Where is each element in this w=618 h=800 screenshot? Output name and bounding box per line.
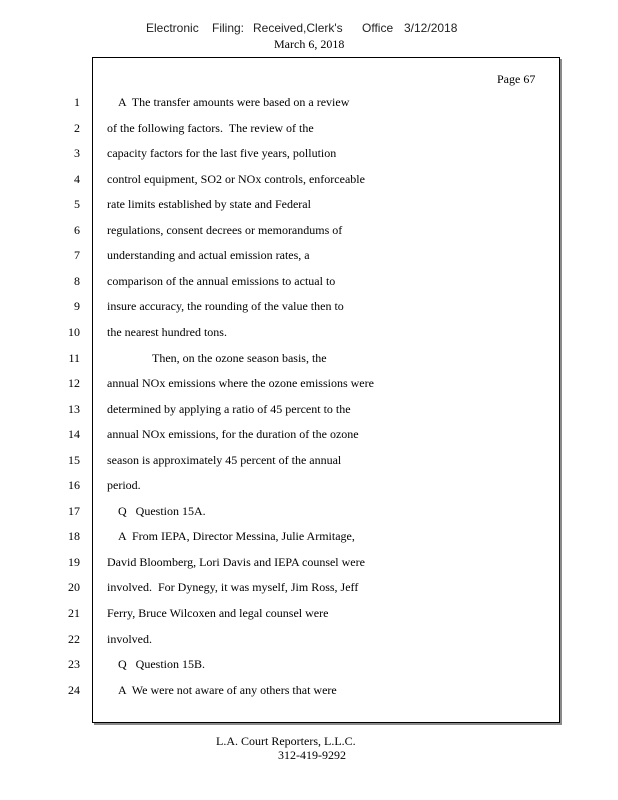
line-number: 18	[68, 529, 80, 543]
transcript-line-text: control equipment, SO2 or NOx controls, enforceable	[107, 172, 365, 186]
line-number: 15	[68, 453, 80, 467]
court-reporter-company: L.A. Court Reporters, L.L.C.	[216, 734, 356, 748]
court-reporter-phone: 312-419-9292	[278, 748, 346, 762]
transcript-line-text: Q Question 15B.	[118, 657, 205, 671]
line-number: 12	[68, 376, 80, 390]
line-number: 11	[68, 351, 80, 365]
line-number: 24	[68, 683, 80, 697]
transcript-line-text: Then, on the ozone season basis, the	[152, 351, 327, 365]
transcript-line-text: season is approximately 45 percent of the annual	[107, 453, 342, 467]
transcript-line-text: insure accuracy, the rounding of the value then to	[107, 299, 344, 313]
transcript-line-text: the nearest hundred tons.	[107, 325, 227, 339]
line-number: 23	[68, 657, 80, 671]
line-number: 17	[68, 504, 80, 518]
transcript-line-text: involved. For Dynegy, it was myself, Jim Ross, Jeff	[107, 580, 359, 594]
transcript-line-text: rate limits established by state and Federal	[107, 197, 311, 211]
transcript-line-text: A The transfer amounts were based on a review	[118, 95, 350, 109]
page-number: Page 67	[497, 72, 536, 86]
transcript-line-text: Ferry, Bruce Wilcoxen and legal counsel were	[107, 606, 329, 620]
transcript-line-text: annual NOx emissions where the ozone emissions were	[107, 376, 374, 390]
transcript-line-text: involved.	[107, 632, 152, 646]
line-number: 16	[68, 478, 80, 492]
line-number: 19	[68, 555, 80, 569]
transcript-line-text: comparison of the annual emissions to actual to	[107, 274, 336, 288]
line-number: 10	[68, 325, 80, 339]
line-number: 7	[74, 248, 80, 262]
stamp-date: 3/12/2018	[404, 21, 458, 35]
line-number: 4	[74, 172, 80, 186]
line-number: 2	[74, 121, 80, 135]
transcript-line-text: determined by applying a ratio of 45 percent to the	[107, 402, 351, 416]
transcript-line-text: annual NOx emissions, for the duration of the ozone	[107, 427, 359, 441]
line-number: 3	[74, 146, 80, 160]
filed-date: March 6, 2018	[274, 37, 345, 51]
transcript-line-text: A From IEPA, Director Messina, Julie Armitage,	[118, 529, 355, 543]
line-number: 13	[68, 402, 80, 416]
transcript-line-text: of the following factors. The review of the	[107, 121, 314, 135]
transcript-line-text: Q Question 15A.	[118, 504, 206, 518]
stamp-word-filing: Filing:	[212, 21, 245, 35]
stamp-word-received-clerks: Received,Clerk's	[253, 21, 343, 35]
line-number: 5	[74, 197, 80, 211]
line-number: 6	[74, 223, 80, 237]
line-number: 14	[68, 427, 80, 441]
transcript-line-text: understanding and actual emission rates, a	[107, 248, 310, 262]
transcript-line-text: A We were not aware of any others that were	[118, 683, 337, 697]
line-number: 8	[74, 274, 80, 288]
transcript-line-text: period.	[107, 478, 141, 492]
stamp-word-office: Office	[362, 21, 394, 35]
transcript-line-text: David Bloomberg, Lori Davis and IEPA counsel were	[107, 555, 365, 569]
stamp-word-electronic: Electronic	[146, 21, 199, 35]
line-number: 9	[74, 299, 80, 313]
line-number: 21	[68, 606, 80, 620]
line-number: 1	[74, 95, 80, 109]
transcript-line-text: regulations, consent decrees or memorandums of	[107, 223, 343, 237]
line-number: 20	[68, 580, 80, 594]
line-number: 22	[68, 632, 80, 646]
transcript-line-text: capacity factors for the last five years, pollution	[107, 146, 337, 160]
